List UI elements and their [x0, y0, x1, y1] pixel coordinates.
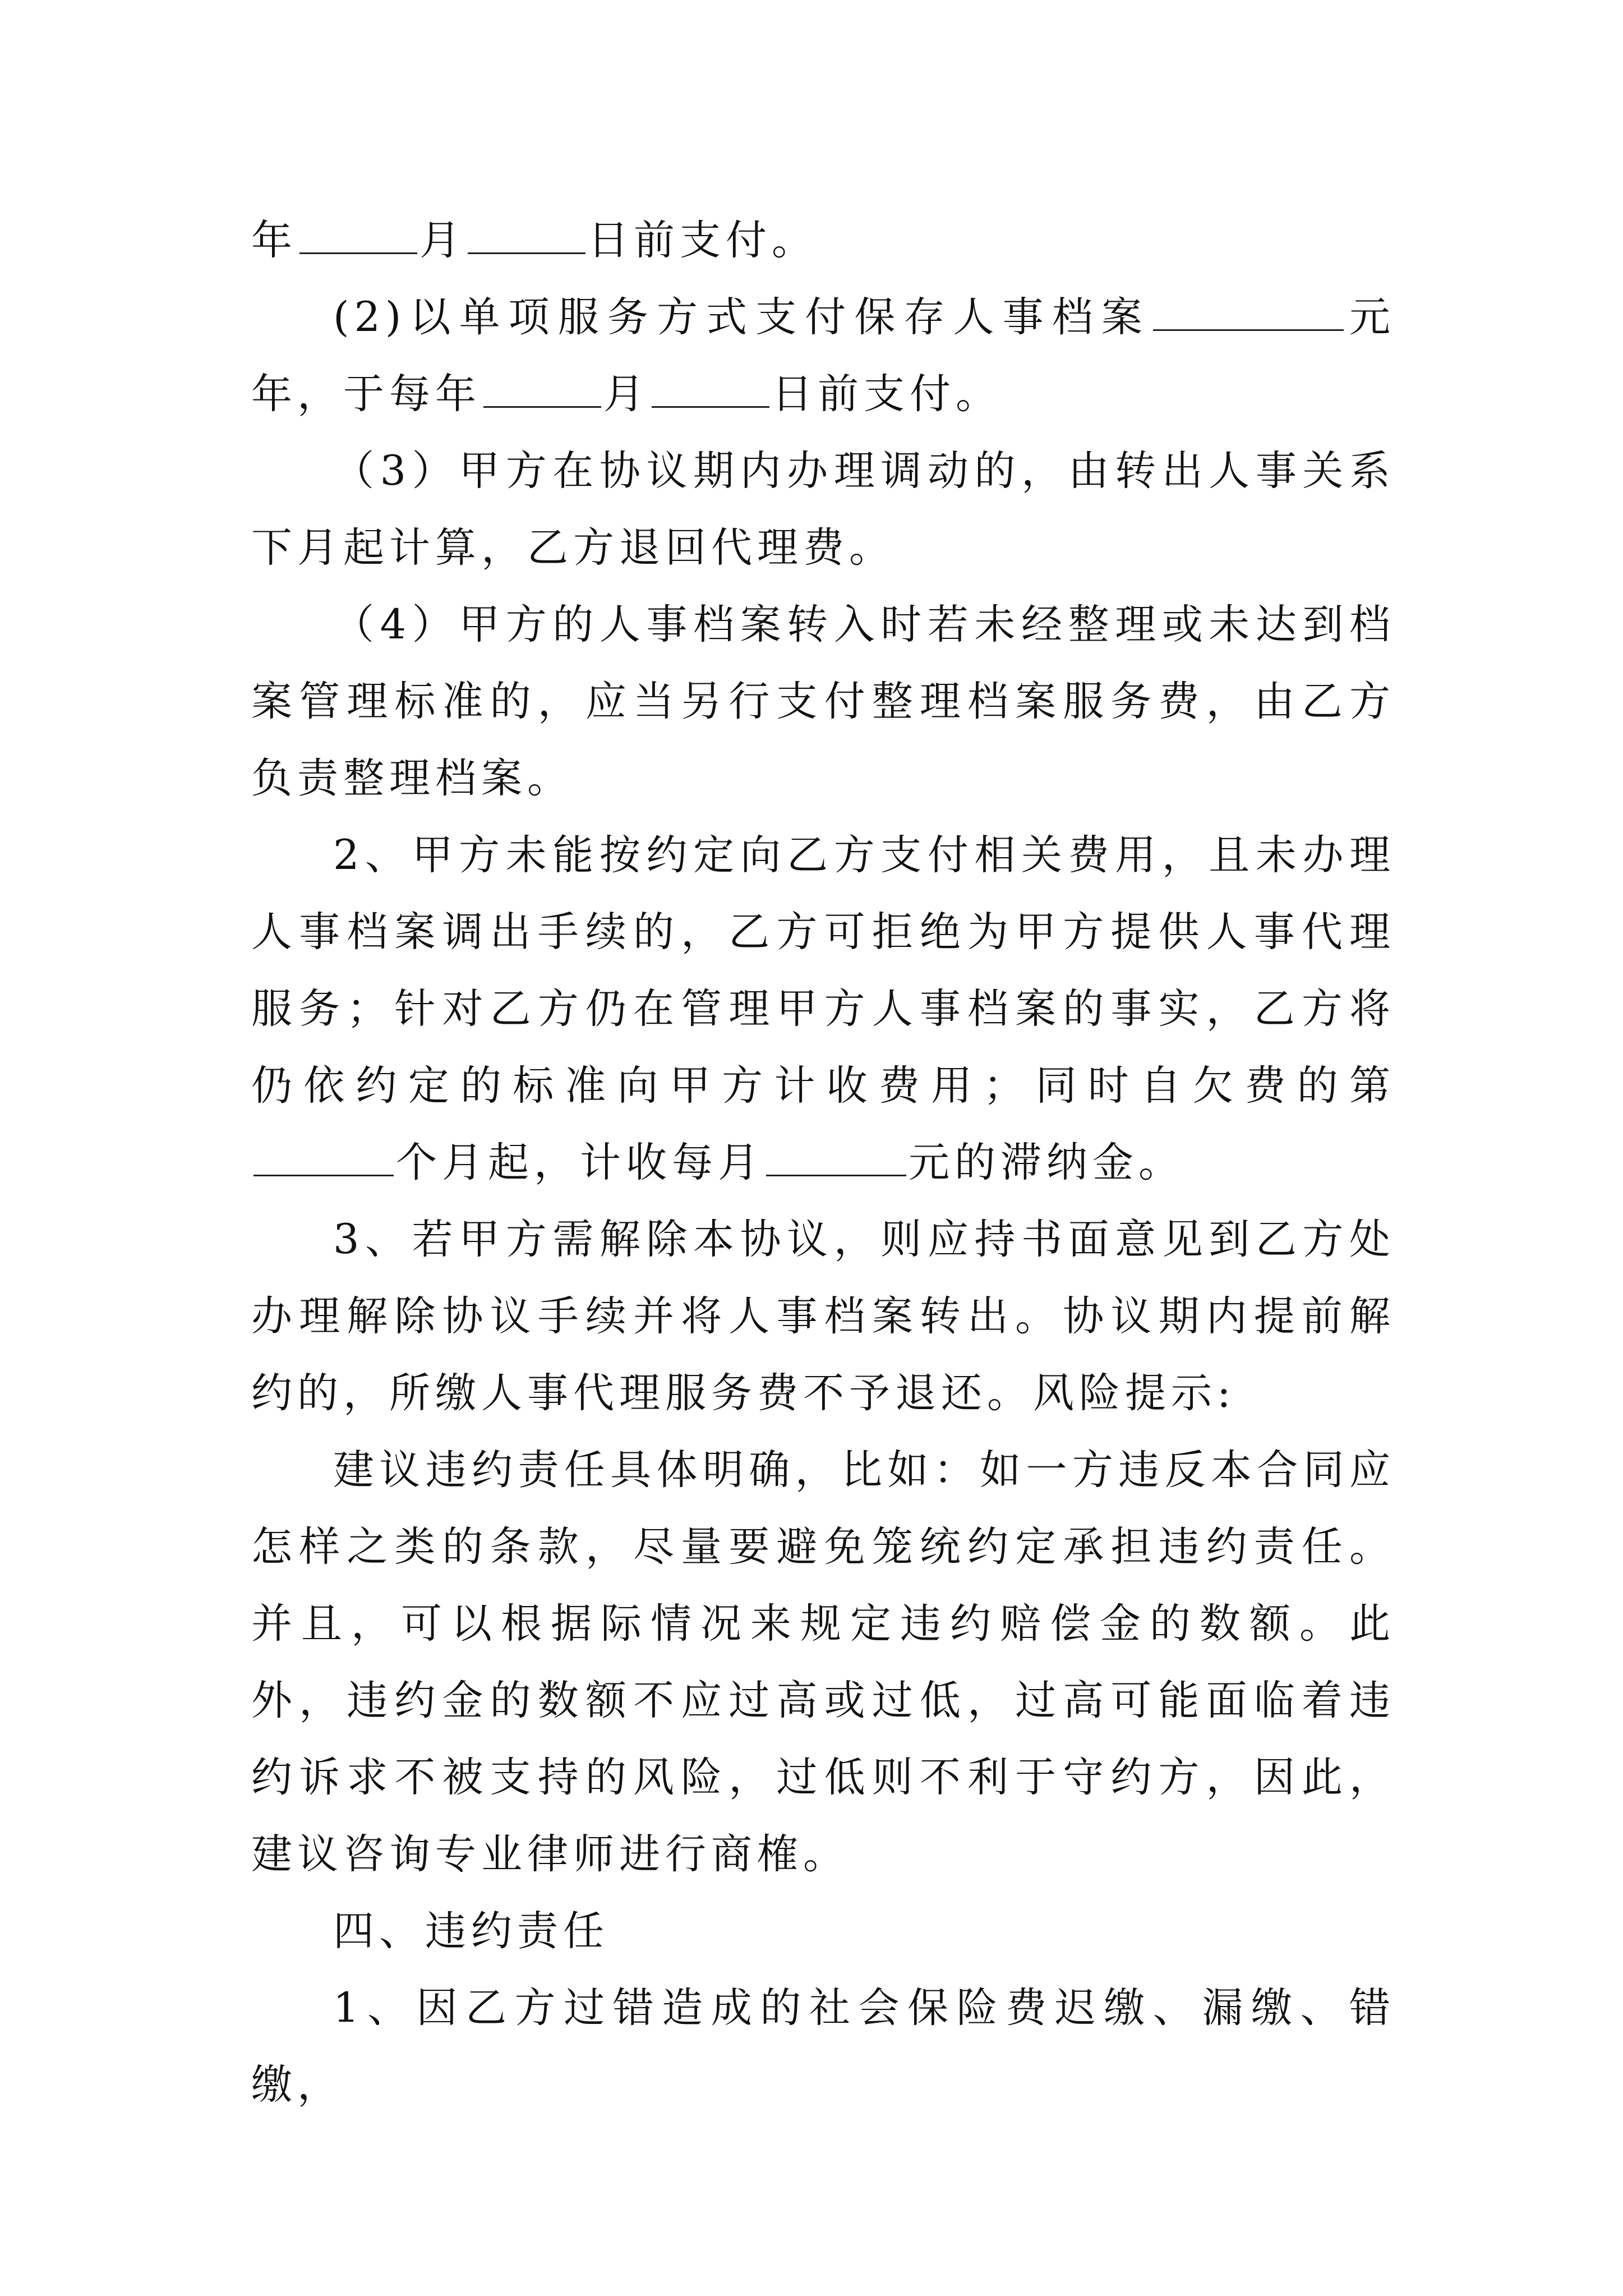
text-clause-2-mid: 个月起，计收每月	[396, 1139, 764, 1186]
blank-field-fee-amount	[1153, 290, 1344, 331]
paragraph-risk-advice: 建议违约责任具体明确，比如：如一方违反本合同应怎样之类的条款，尽量要避免笼统约定承担违约责任。并且，可以根据际情况来规定违约赔偿金的数额。此外，违约金的数额不应过高或过低，过高可能面临着违约诉求不被支持的风险，过低则不利于守约方，因此，建议咨询专业律师进行商榷。	[251, 1446, 1395, 1878]
text-clause-2-end: 元的滞纳金。	[909, 1139, 1184, 1186]
paragraph-item-2	[251, 279, 1395, 432]
document-body	[251, 202, 1395, 2123]
paragraph-liability-1: 1、因乙方过错造成的社会保险费迟缴、漏缴、错缴，	[251, 1984, 1395, 2109]
text-month-2: 月	[603, 370, 649, 418]
paragraph-item-4: （4）甲方的人事档案转入时若未经整理或未达到档案管理标准的，应当另行支付整理档案服务费，由乙方负责整理档案。	[251, 601, 1395, 802]
paragraph-clause-2	[251, 817, 1395, 1201]
text-year: 年	[251, 217, 297, 264]
blank-field-day-2	[652, 367, 769, 408]
text-clause-2-main: 2、甲方未能按约定向乙方支付相关费用，且未办理人事档案调出手续的，乙方可拒绝为甲方提供人事代理服务；针对乙方仍在管理甲方人事档案的事实，乙方将仍依约定的标准向甲方计收费用；同时自欠费的第	[251, 831, 1395, 1110]
paragraph-item-3: （3）甲方在协议期内办理调动的，由转出人事关系下月起计算，乙方退回代理费。	[251, 447, 1395, 572]
section-heading-liability: 四、违约责任	[333, 1907, 609, 1955]
text-item-2-unit: 元年，于每年	[251, 293, 1395, 418]
text-item-2-intro: (2)以单项服务方式支付保存人事档案	[333, 293, 1151, 341]
text-pay-before-2: 日前支付。	[772, 370, 1002, 418]
blank-field-month-2	[483, 367, 601, 408]
paragraph-clause-3: 3、若甲方需解除本协议，则应持书面意见到乙方处办理解除协议手续并将人事档案转出。协议期内提前解约的，所缴人事代理服务费不予退还。风险提示:	[251, 1216, 1395, 1417]
text-pay-before: 日前支付。	[588, 217, 818, 264]
blank-field-day	[468, 213, 585, 254]
blank-field-late-fee	[766, 1135, 906, 1176]
blank-field-months-overdue	[253, 1135, 394, 1176]
text-month: 月	[419, 217, 465, 264]
paragraph-payment-date	[251, 202, 1395, 279]
blank-field-month	[299, 213, 417, 254]
